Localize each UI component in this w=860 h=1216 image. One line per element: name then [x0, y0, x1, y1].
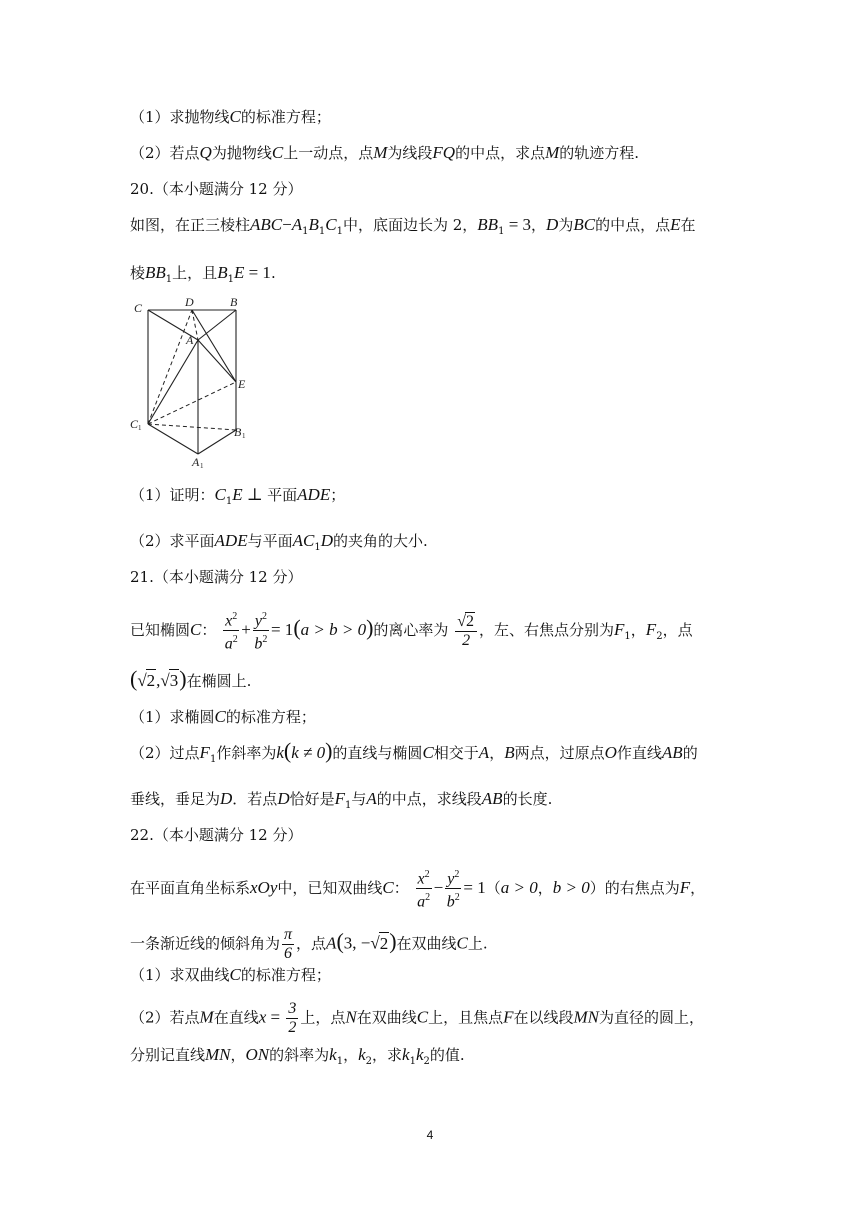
label-A1: A	[192, 455, 200, 469]
math-var: C	[229, 107, 241, 126]
q20-part1: （1）证明：$C_1E$ ⊥ 平面ADE；	[130, 485, 346, 507]
q21-stem-line1: 已知椭圆C： $\frac{x^2}{a^2}$ + $\frac{y^2}{b^2}$ = 1(a > b > 0)的离心率为 $\frac{√2}{2}$ ，左、右焦点分别为$F_1$，$F_2$，点	[130, 608, 693, 654]
edge-A1B1	[198, 430, 236, 454]
edge-C1A1	[148, 424, 198, 454]
label-A1-sub: 1	[200, 462, 204, 470]
edge-C1A	[148, 340, 198, 424]
edge-AE	[198, 340, 236, 382]
page-number: 4	[426, 1128, 434, 1142]
edge-DE	[192, 310, 236, 382]
label-C: C	[134, 301, 143, 315]
q20-stem-line1: 如图，在正三棱柱$ABC-A_1B_1C_1$中，底面边长为 2，$BB_1 = 3$，D为BC的中点，点E在	[130, 215, 696, 237]
q22-part2-line1: （2）若点M在直线x = $\frac{3}{2}$ 上，点N在双曲线C上，且焦点F在以线段MN为直径的圆上，	[130, 1000, 705, 1036]
fraction-sqrt2-over-2: $\frac{√2}{2}$	[455, 612, 477, 650]
label-A: A	[186, 333, 194, 347]
q22-part2-line2: 分别记直线MN，ON的斜率为$k_1$，$k_2$，求$k_1k_2$的值.	[130, 1045, 465, 1067]
q21-stem-line2: (√2,√3)在椭圆上.	[130, 666, 252, 691]
q22-part1: （1）求双曲线C的标准方程；	[130, 965, 331, 984]
label-E: E	[238, 377, 246, 391]
fraction-x2-a2: $\frac{x^2}{a^2}$	[416, 866, 432, 912]
q20-stem-line2: 棱$BB_1$上，且$B_1E = 1$.	[130, 263, 276, 285]
edge-C1E	[148, 382, 236, 424]
q19-part1: （1）求抛物线C的标准方程；	[130, 107, 331, 126]
prism-hidden-edges	[148, 310, 236, 430]
prism-edges	[148, 310, 236, 454]
q21-header: 21.（本小题满分 12 分）	[130, 568, 303, 586]
fraction-y2-b2: $\frac{y^2}{b^2}$	[253, 608, 269, 654]
q20-header: 20.（本小题满分 12 分）	[130, 180, 303, 198]
label-C1: C	[130, 417, 139, 431]
fraction-pi-over-6: $\frac{\pi}{6}$	[284, 926, 293, 962]
q20-part2: （2）求平面ADE与平面$AC_1D$的夹角的大小.	[130, 531, 428, 553]
q22-stem-line1: 在平面直角坐标系xOy中，已知双曲线C： $\frac{x^2}{a^2}$ − $\frac{y^2}{b^2}$ = 1（a > 0，b > 0）的右焦点为F，	[130, 866, 705, 912]
q19-part2: （2）若点Q为抛物线C上一动点，点M为线段FQ的中点，求点M的轨迹方程.	[130, 143, 640, 162]
label-C1-sub: 1	[138, 424, 142, 432]
q22-header: 22.（本小题满分 12 分）	[130, 826, 303, 844]
label-B1: B	[234, 425, 242, 439]
q22-stem-line2: 一条渐近线的倾斜角为 $\frac{\pi}{6}$ ，点A(3, −√2)在双曲线C上.	[130, 926, 488, 962]
label-B: B	[230, 295, 238, 309]
fraction-y2-b2: $\frac{y^2}{b^2}$	[445, 866, 461, 912]
label-D: D	[185, 295, 194, 309]
prism-figure	[128, 294, 258, 474]
q21-part2-line1: （2）过点$F_1$作斜率为k(k ≠ 0)的直线与椭圆C相交于A，B两点，过原点O作直线AB的	[130, 738, 698, 765]
edge-AB	[198, 310, 236, 340]
edge-C1D	[148, 310, 192, 424]
q21-part1: （1）求椭圆C的标准方程；	[130, 707, 316, 726]
label-B1-sub: 1	[242, 432, 246, 440]
q21-part2-line2: 垂线，垂足为D．若点D恰好是$F_1$与A的中点，求线段AB的长度.	[130, 789, 553, 811]
edge-C1B1	[148, 424, 236, 430]
fraction-x2-a2: $\frac{x^2}{a^2}$	[223, 608, 239, 654]
fraction-3-over-2: $\frac{3}{2}$	[288, 1000, 297, 1036]
